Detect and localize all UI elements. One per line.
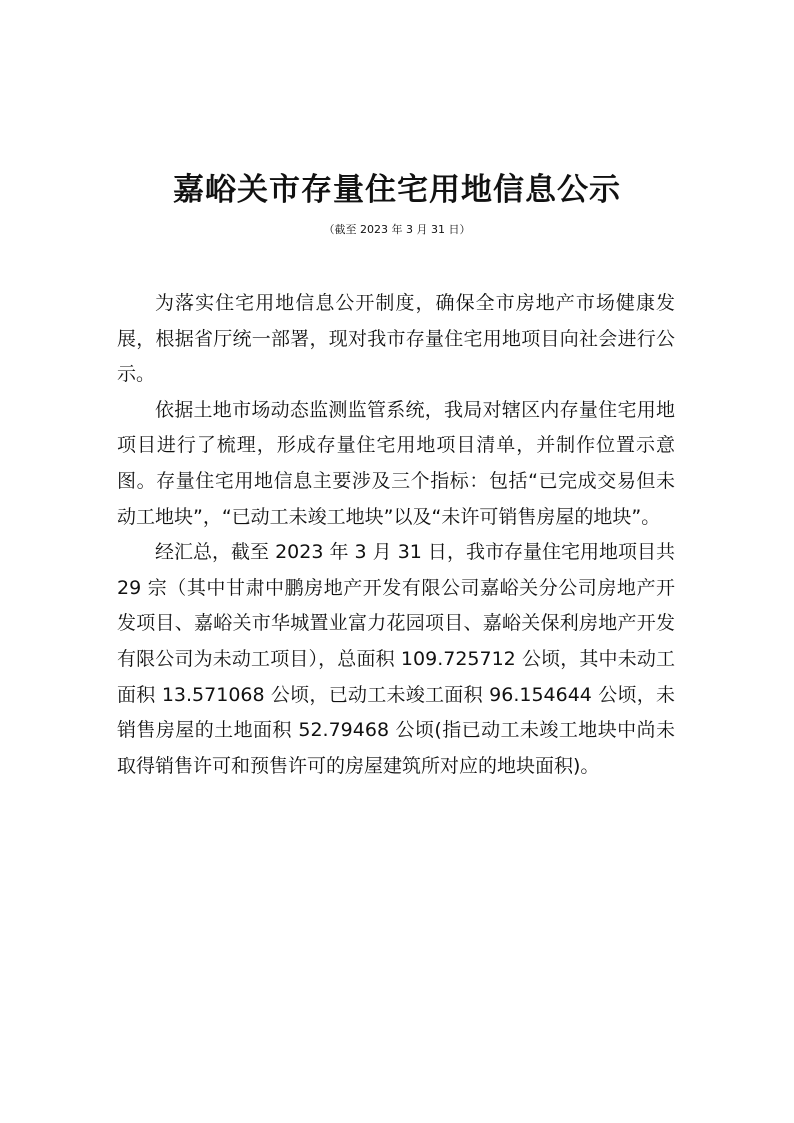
document-subtitle: （截至 2023 年 3 月 31 日） — [323, 223, 471, 236]
paragraph: 为落实住宅用地信息公开制度，确保全市房地产市场健康发展，根据省厅统一部署，现对我市存量住宅用地项目向社会进行公示。 — [117, 292, 675, 386]
paragraph: 依据土地市场动态监测监管系统，我局对辖区内存量住宅用地项目进行了梳理，形成存量住宅用地项目清单，并制作位置示意图。存量住宅用地信息主要涉及三个指标：包括“已完成交易但未动工地块”，“已动工未竣工地块”以及“未许可销售房屋的地块”。 — [117, 398, 675, 528]
document-body — [117, 286, 675, 784]
document-title: 嘉峪关市存量住宅用地信息公示 — [173, 172, 621, 208]
paragraph: 经汇总，截至 2023 年 3 月 31 日，我市存量住宅用地项目共 29 宗（其中甘肃中鹏房地产开发有限公司嘉峪关分公司房地产开发项目、嘉峪关市华城置业富力花园项目、嘉峪关保利房地产开发有限公司为未动工项目），总面积 109.725712 公顷，其中未动工面积 13.571068 公顷，已动工未竣工面积 96.154644 公顷，未销售房屋的土地面积 52.79468 公顷(指已动工未竣工地块中尚未取得销售许可和预售许可的房屋建筑所对应的地块面积)。 — [117, 541, 675, 777]
